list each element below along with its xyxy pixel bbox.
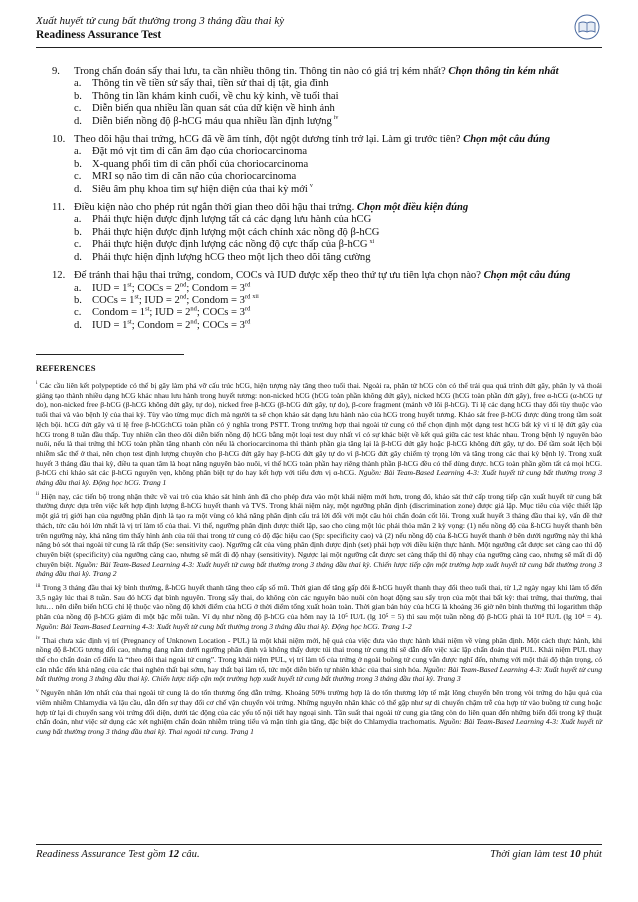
option-a[interactable]: a. IUD = 1st; COCs = 2nd; Condom = 3rd xyxy=(74,280,251,294)
question-9 xyxy=(52,66,602,128)
reference-item: $^v$ Nguyên nhân lớn nhất của thai ngoài tử cung là do tổn thương ống dẫn trứng. Khoảng 50% trường hợp là do tổn thương lớp tế mặt lông chuyển bên trong vòi trứng do hậu quả của viêm nhiễm Chlamydia và lậu cầu, dẫn đến sự thay đổi cơ chế vận chuyển vòi trứng. Những nguyên nhân khác có thể gặp như sự di chuyển chậm trễ của hợp tử vào buồng tử cung hoặc hợp tử lại di chuyển sang vòi trứng đối diện, dưới tác động của các yếu tố nội tiết hay ngoại sinh. Tần suất thai ngoài tử cung gia tăng còn do liên quan đến những biến đổi trong kỹ thuật chẩn đoán, như việc sử dụng các xét nghiệm chẩn đoán nhiễm trùng tiểu và mặn tính gia tăng, đặc biệt do Chlamydia trachomatis. Nguồn: Bài Team-Based Learning 4-3: Xuất huyết tử cung bất thường trong 3 tháng đầu thai kỳ. Thai ngoài tử cung. Trang 1 xyxy=(36,687,602,736)
reference-item: $^{iii}$ Trong 3 tháng đầu thai kỳ bình thường, ß-hCG huyết thanh tăng theo cấp số mũ. Thời gian để tăng gấp đôi ß-hCG huyết thanh thay đổi theo tuổi thai, từ 1,2 ngày ngay khi làm tổ đến 3,5 ngày lúc thai 8 tuần. Sau đó hCG đạt bình nguyên. Trong sẩy thai, do không còn các nguyên bào nuôi còn hoạt động sau sẩy trọn của một thai bất kỳ: thai trứng, thai thường, thai lưu… nên diễn biến hCG chỉ lệ thuộc vào nồng độ khởi điểm của hCG ở thời điểm tổng xuất hoàn toàn. Thời gian bán hủy của hCG là khoảng 36 giờ nên bình thường thì logarithm thập phân của nồng độ β-hCG giảm đi một bậc mỗi tuần. Ví dụ như nồng độ β-hCG của hôm nay là 10⁵ IU/L (lg 10⁵ = 5) thì sau một tuần nồng độ β-hCG phải là 10⁴ IU/L (lg 10⁴ = 4). Nguồn: Bài Team-Based Learning 4-3: Xuất huyết tử cung bất thường trong 3 tháng đầu thai kỳ. Động học hCG. Trang 1-2 xyxy=(36,582,602,631)
question-number: 11. xyxy=(52,202,65,214)
question-instruction: Chọn thông tin kém nhất xyxy=(448,66,559,77)
option-a[interactable]: a. Phải thực hiện được định lượng tất cả các dạng lưu hành của hCG xyxy=(74,214,372,226)
question-instruction: Chọn một câu đúng xyxy=(463,134,550,146)
footer-time-limit: Thời gian làm test 10 phút xyxy=(490,849,602,860)
header-subtitle: Readiness Assurance Test xyxy=(36,29,162,41)
footer-divider xyxy=(36,844,602,845)
question-stem: Trong chẩn đoán sẩy thai lưu, ta cần nhiều thông tin. Thông tin nào có giá trị kém nhất? xyxy=(74,66,446,77)
reference-item: $^i$ Các cầu liên kết polypeptide có thể bị gãy làm phá vỡ cấu trúc hCG, hiện tượng này tăng theo tuổi thai. Ngoài ra, phân tử hCG còn có thể trải qua quá trình đứt gãy, phân ly và thoái giáng tạo thành nhiều dạng hCG khác nhau lưu hành trong huyết tương: non-nicked hCG (hCG toàn phần không đứt gãy), nicked hCG (hCG toàn phần đứt gãy), free α-hCG (α-hCG tự do), non-nicked free β-hCG (β-hCG không đứt gãy, tự do), nicked free β-hCG (β-hCG đứt gãy, tự do), β-core fragment (mảnh vỡ lõi β-hCG). Tỉ lệ các dạng hCG thay đổi tùy thuộc vào tuổi thai và vào bệnh lý của thai kỳ. Tùy vào từng mục đích mà người ta sẽ chọn khảo sát dạng lưu hành nào của hCG trong huyết tương. Khảo sát free β-hCG được dùng trong tầm soát lệch bội. hCG đứt gãy và tỉ lệ free β-hCG:hCG toàn phần có ý nghĩa trong PSTT. Trong trường hợp thai ngoài tử cung có thể chọn định một dạng test hCG bất kỳ vì tỉ lệ đứt gãy của hCG trong 8 tuần đầu thấp. Tuy nhiên cần theo dõi diễn biến nồng độ hCG bằng một loại test duy nhất vì có sự khác biệt về kết quả giữa các test khác nhau. Trong bệnh lý nguyên bào nuôi, nếu là thai trứng thì hCG toàn phần tăng nhanh còn nếu là choriocarcinoma thì thành phần gia tăng lại là β-hCG đứt gãy hoặc β-hCG không đứt gãy, tự do. Để tầm soát lệch bội nhiễm sắc thể ở thai, nên chọn test định lượng chuyên cho β-hCG đứt gãy hay β-hCG đứt gãy tự do vì β-hCG đứt gãy chiếm tỷ trọng lớn và tăng trong các thai kỳ bệnh lý. Trong xuất huyết 3 tháng đầu thai kỳ, điều ta quan tâm là hoạt năng nguyên bào nuôi, vì thế hCG toàn phần hay riêng thành phần β-hCG đều có thể dùng được. hCG toàn phần gồm tất cả mọi hCG. β-hCG chỉ khảo sát các β-hCG nguyên vẹn, không phân biệt tự do hay kết hợp với tiểu đơn vị α-hCG. Nguồn: Bài Team-Based Learning 4-3: Xuất huyết tử cung bất thường trong 3 tháng đầu thai kỳ. Động học hCG. Trang 1 xyxy=(36,380,602,488)
question-instruction: Chọn một điều kiện đúng xyxy=(356,202,469,214)
reference-source: Nguồn: Bài Team-Based Learning 4-3: Xuất huyết tử cung bất thường trong 3 tháng đầu thai kỳ. Chiến lược tiếp cận một trường hợp xuất huyết tử cung bất thường trong 3 tháng đầu thai kỳ. Trang 3 xyxy=(36,664,603,684)
references-heading: REFERENCES xyxy=(36,363,96,373)
question-stem: Điều kiện nào cho phép rút ngắn thời gian theo dõi hậu thai trứng. xyxy=(74,202,355,214)
page-header xyxy=(36,14,602,42)
question-instruction: Chọn một câu đúng xyxy=(483,270,571,282)
footer-question-count: Readiness Assurance Test gồm 12 câu. xyxy=(36,849,200,860)
reference-source: Nguồn: Bài Team-Based Learning 4-3: Xuất huyết tử cung bất thường trong 3 tháng đầu thai kỳ. Chiến lược tiếp cận một trường hợp xuất huyết tử cung bất thường trong 3 tháng đầu thai kỳ. Trang 2 xyxy=(36,559,602,579)
option-a[interactable]: a. Thông tin về tiền sử sẩy thai, tiền sử thai dị tật, gia đình xyxy=(74,78,329,90)
option-d[interactable]: d. IUD = 1st; Condom = 2nd; COCs = 3rd xyxy=(74,318,251,331)
option-b[interactable]: b. Thông tin lần khám kinh cuối, về chu kỳ kinh, về tuổi thai xyxy=(74,90,339,102)
question-stem: Theo dõi hậu thai trứng, hCG đã về âm tính, đột ngột dương tính trở lại. Làm gì trước tiên? xyxy=(74,134,461,146)
question-stem: Để tránh thai hậu thai trứng, condom, COCs và IUD được xếp theo thứ tự ưu tiên lựa chọn nào? xyxy=(74,270,481,282)
footnote-ref[interactable]: xii xyxy=(252,294,259,301)
question-list xyxy=(52,66,602,338)
reference-source: Nguồn: Bài Team-Based Learning 4-3: Xuất huyết tử cung bất thường trong 3 tháng đầu thai kỳ. Thai ngoài tử cung. Trang 1 xyxy=(36,717,602,736)
option-d[interactable]: d. Siêu âm phụ khoa tìm sự hiện diện của thai kỳ mới $^v$ xyxy=(74,183,313,195)
footnote-ref[interactable]: iv xyxy=(333,115,339,122)
reference-source: Nguồn: Bài Team-Based Learning 4-3: Xuất huyết tử cung bất thường trong 3 tháng đầu thai kỳ. Động học hCG. Trang 1 xyxy=(36,468,602,488)
book-logo-icon xyxy=(574,14,600,40)
footnote-ref[interactable]: xi xyxy=(369,238,375,245)
reference-item: $^{ii}$ Hiện nay, các tiến bộ trong nhận thức về vai trò của khảo sát hình ảnh đã cho phép đưa vào một khái niệm mới hơn, trong đó, khảo sát thứ cấp trong tiếp cận xuất huyết tử cung bất thường được dựa trên việc kết hợp định lượng ß-hCG huyết thanh và TVS. Trong khái niệm này, một ngưỡng phân định (discrimination zone) được giả lập. Mục tiêu của việc thiết lập một giá trị giới hạn của ngưỡng phân định là tạo ra một vùng có khả năng phân định cấu trả lời đối với một câu hỏi chẩn đoán cốt lõi. Trong xuất huyết 3 tháng đầu thai kỳ, vấn đề thứ thách, tức câu hỏi lớn nhất là vị trí làm tổ của thai. Vì thế, ngưỡng phân định được thiết lập, sao cho cùng một lúc phải thỏa mãn 2 kỳ vọng: (1) nếu nồng độ của ß-hCG huyết thanh bên trên ngưỡng này, khả năng tìm thấy hình ảnh của túi thai trong tử cung có độ đặc hiệu cao (Sp: specificity cao) và (2) nếu nồng độ của ß-hCG huyết thanh ở bên dưới ngưỡng này thì khả năng bỏ sót thai ngoài tử cung là rất thấp (Se: sensitivity cao). Ngưỡng cắt của vùng phân định được định (set) phải hợp với điều kiện thực hành. Một ngưỡng cắt được set càng cao thì độ chuyên biệt (specificity) của ngưỡng càng cao, nhưng sẽ mất đi độ nhạy (sensitivity). Ngược lại một ngưỡng cắt được set càng thấp thì độ nhạy của ngưỡng càng cao, nhưng sẽ mất đi độ chuyên biệt. Nguồn: Bài Team-Based Learning 4-3: Xuất huyết tử cung bất thường trong 3 tháng đầu thai kỳ. Chiến lược tiếp cận một trường hợp xuất huyết tử cung bất thường trong 3 tháng đầu thai kỳ. Trang 2 xyxy=(36,491,602,579)
reference-item: $^{iv}$ Thai chưa xác định vị trí (Pregnancy of Unknown Location - PUL) là một khái niệm mới, hệ quả của việc đưa vào thực hành khái niệm về vùng phân định. Một cách thực hành, khi nồng độ ß-hCG tương đối cao, nhưng đang nằm dưới ngưỡng phân định và không thấy được túi thai trong tử cung thì sẽ dẫn đến việc xác lập chẩn đoán thai PUL. Khái niệm PUL thay thế cho chẩn đoán cổ điển là “theo dõi thai ngoài tử cung”. Trong khái niệm PUL, vị trí làm tổ của trứng ở ngoài buồng tử cung vẫn được nghĩ đến, nhưng với một thái độ thận trọng, có cân nhắc đến khả năng của các thai nghén thất bại sớm, hay thất bại làm tổ, tức một diễn biến tự nhiên khác của thai sinh hóa. Nguồn: Bài Team-Based Learning 4-3: Xuất huyết tử cung bất thường trong 3 tháng đầu thai kỳ. Chiến lược tiếp cận một trường hợp xuất huyết tử cung bất thường trong 3 tháng đầu thai kỳ. Trang 3 xyxy=(36,635,603,684)
header-title: Xuất huyết tử cung bất thường trong 3 tháng đầu thai kỳ xyxy=(36,15,285,27)
option-d[interactable]: d. Diễn biến nồng độ β-hCG máu qua nhiều lần định lượng $^{iv}$ xyxy=(74,115,339,127)
option-c[interactable]: c. Diễn biến qua nhiều lần quan sát của dữ kiện về hình ảnh xyxy=(74,103,335,115)
option-d[interactable]: d. Phải thực hiện định lượng hCG theo một lịch theo dõi tăng cường xyxy=(74,251,371,263)
header-divider xyxy=(36,47,602,48)
option-b[interactable]: b. Phải thực hiện được định lượng một cách chính xác nồng độ β-hCG xyxy=(74,226,380,238)
question-number: 9. xyxy=(52,66,60,77)
question-11 xyxy=(52,202,602,264)
option-c[interactable]: c. MRI sọ não tìm di căn não của choriocarcinoma xyxy=(74,171,297,183)
question-number: 12. xyxy=(52,270,66,282)
footnote-ref[interactable]: v xyxy=(309,183,313,190)
option-a[interactable]: a. Đặt mỏ vịt tìm di căn âm đạo của choriocarcinoma xyxy=(74,146,308,158)
question-number: 10. xyxy=(52,134,66,146)
reference-source: Nguồn: Bài Team-Based Learning 4-3: Xuất huyết tử cung bất thường trong 3 tháng đầu thai kỳ. Động học hCG. Trang 1-2 xyxy=(36,621,412,631)
option-b[interactable]: b. X-quang phổi tìm di căn phổi của choriocarcinoma xyxy=(74,158,309,170)
question-10 xyxy=(52,134,602,196)
option-b[interactable]: b. COCs = 1st; IUD = 2nd; Condom = 3rd $^{xii}$ xyxy=(74,293,259,306)
option-c[interactable]: c. Condom = 1st; IUD = 2nd; COCs = 3rd xyxy=(74,305,251,319)
question-12 xyxy=(52,270,602,332)
option-c[interactable]: c. Phải thực hiện được định lượng các nồng độ cực thấp của β-hCG $^{xi}$ xyxy=(74,238,375,251)
footnote-divider xyxy=(36,354,184,355)
reference-list xyxy=(36,381,602,741)
